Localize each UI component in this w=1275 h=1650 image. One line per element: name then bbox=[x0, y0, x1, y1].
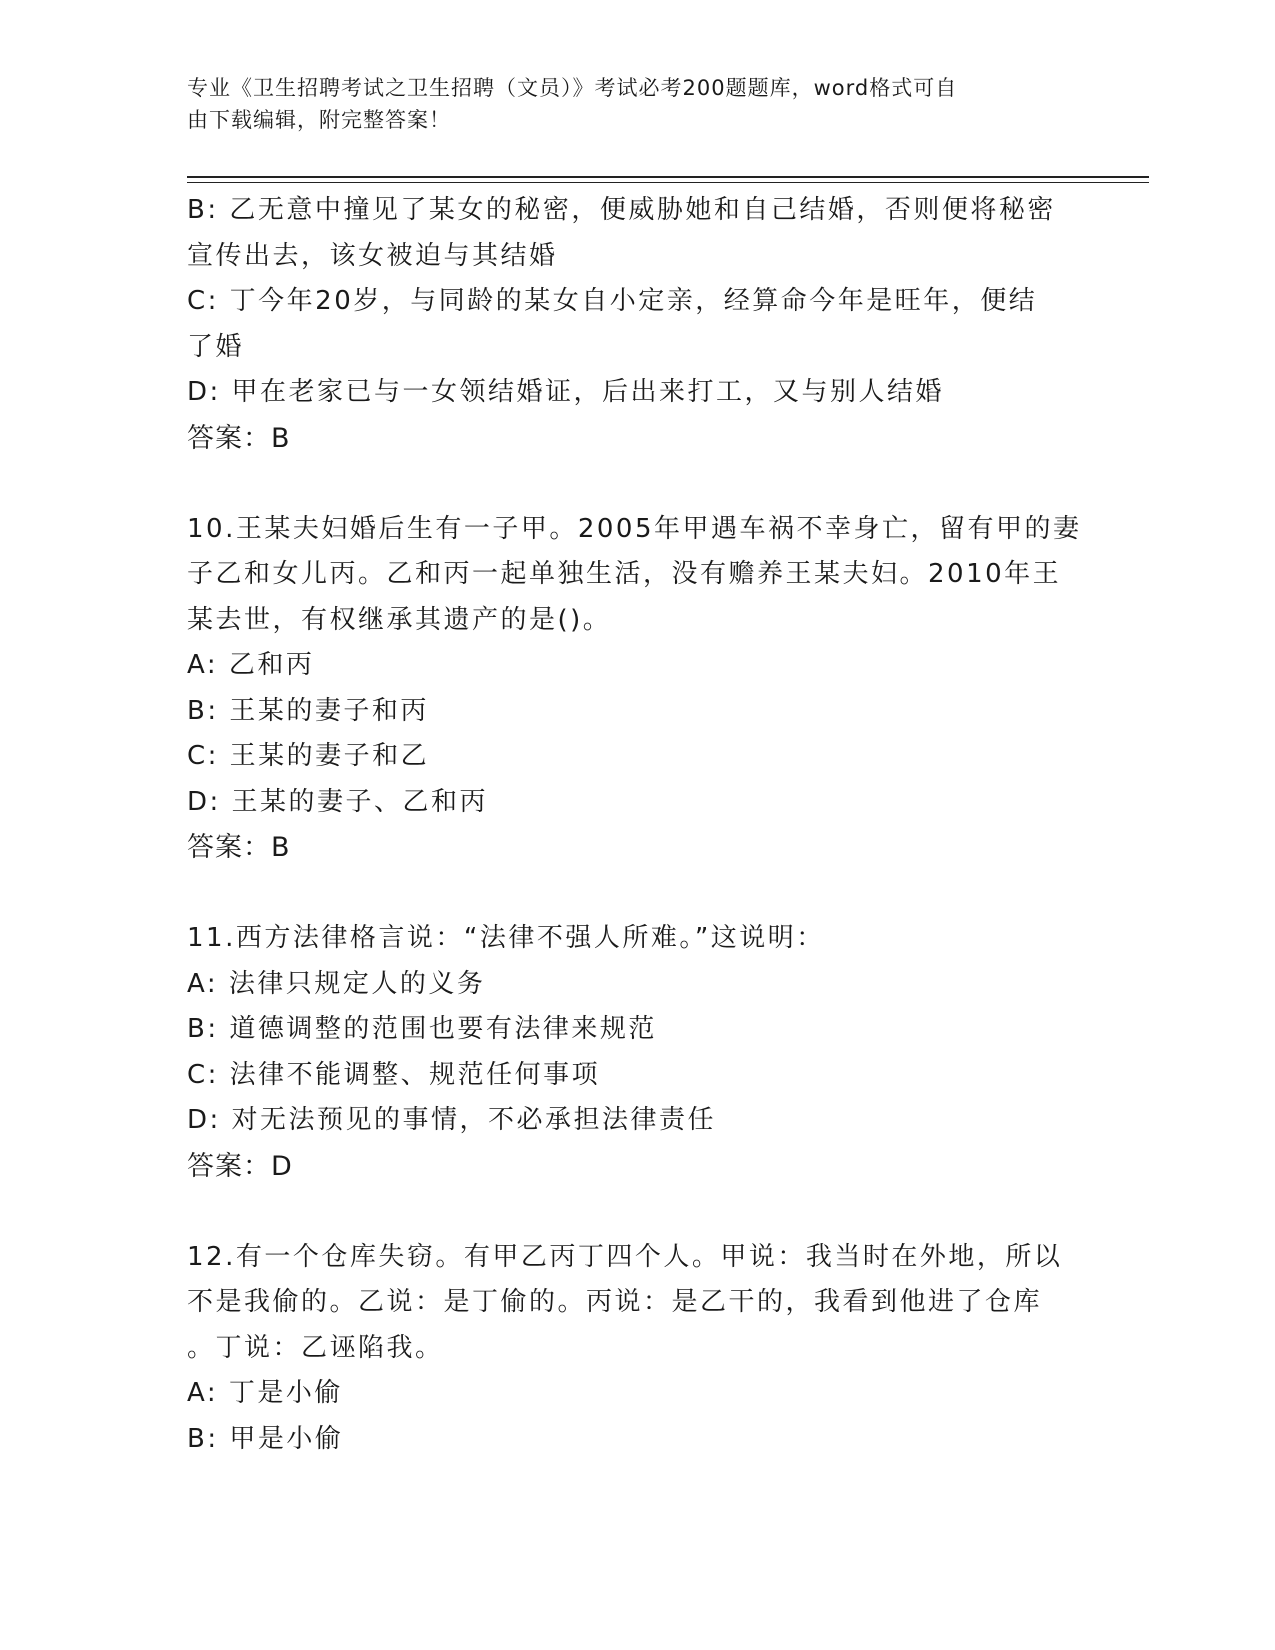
answer: 答案：D bbox=[187, 1150, 293, 1182]
spacer bbox=[187, 461, 1087, 507]
option-a: A: 丁是小偷 bbox=[187, 1378, 343, 1408]
question-stem-line-1: 12.有一个仓库失窃。有甲乙丙丁四个人。甲说：我当时在外地，所以 bbox=[187, 1241, 1063, 1272]
question-11 bbox=[187, 916, 1087, 1189]
option-c: C: 法律不能调整、规范任何事项 bbox=[187, 1059, 601, 1090]
option-a: A: 法律只规定人的义务 bbox=[187, 968, 486, 999]
option-a: A: 乙和丙 bbox=[187, 650, 315, 680]
option-b: B: 甲是小偷 bbox=[187, 1423, 344, 1454]
option-c: C: 王某的妻子和乙 bbox=[187, 741, 430, 771]
header-divider-thin bbox=[187, 182, 1149, 183]
question-12 bbox=[187, 1235, 1087, 1463]
option-c-line-1: C: 丁今年20岁，与同龄的某女自小定亲，经算命今年是旺年，便结 bbox=[187, 286, 1038, 316]
option-d: D: 王某的妻子、乙和丙 bbox=[187, 786, 489, 817]
question-stem-line-2: 子乙和女儿丙。乙和丙一起单独生活，没有赡养王某夫妇。2010年王 bbox=[187, 559, 1062, 589]
header-line-1: 专业《卫生招聘考试之卫生招聘（文员）》考试必考200题题库，word格式可自 bbox=[187, 76, 958, 100]
option-b: B: 道德调整的范围也要有法律来规范 bbox=[187, 1014, 657, 1044]
question-10 bbox=[187, 507, 1087, 871]
question-9-tail bbox=[187, 188, 1087, 461]
option-d: D: 甲在老家已与一女领结婚证，后出来打工，又与别人结婚 bbox=[187, 377, 945, 407]
header-line-2: 由下载编辑，附完整答案！ bbox=[187, 108, 451, 132]
question-stem-line-3: 某去世，有权继承其遗产的是()。 bbox=[187, 604, 612, 635]
option-b-line-2: 宣传出去，该女被迫与其结婚 bbox=[187, 240, 558, 271]
question-content bbox=[187, 188, 1087, 1462]
question-stem-line-3: 。丁说：乙诬陷我。 bbox=[187, 1332, 444, 1363]
option-b: B: 王某的妻子和丙 bbox=[187, 695, 429, 726]
spacer bbox=[187, 1189, 1087, 1235]
option-d: D: 对无法预见的事情，不必承担法律责任 bbox=[187, 1105, 717, 1135]
question-stem-line-2: 不是我偷的。乙说：是丁偷的。丙说：是乙干的，我看到他进了仓库 bbox=[187, 1287, 1043, 1317]
question-stem-line-1: 11.西方法律格言说：“法律不强人所难。”这说明： bbox=[187, 923, 825, 953]
header-divider-thick bbox=[187, 176, 1149, 178]
page-header bbox=[187, 72, 1087, 136]
spacer bbox=[187, 871, 1087, 917]
option-c-line-2: 了婚 bbox=[187, 331, 245, 362]
question-stem-line-1: 10.王某夫妇婚后生有一子甲。2005年甲遇车祸不幸身亡，留有甲的妻 bbox=[187, 513, 1082, 544]
answer: 答案：B bbox=[187, 422, 291, 454]
answer: 答案：B bbox=[187, 832, 291, 863]
option-b-line-1: B: 乙无意中撞见了某女的秘密，便威胁她和自己结婚，否则便将秘密 bbox=[187, 195, 1056, 225]
